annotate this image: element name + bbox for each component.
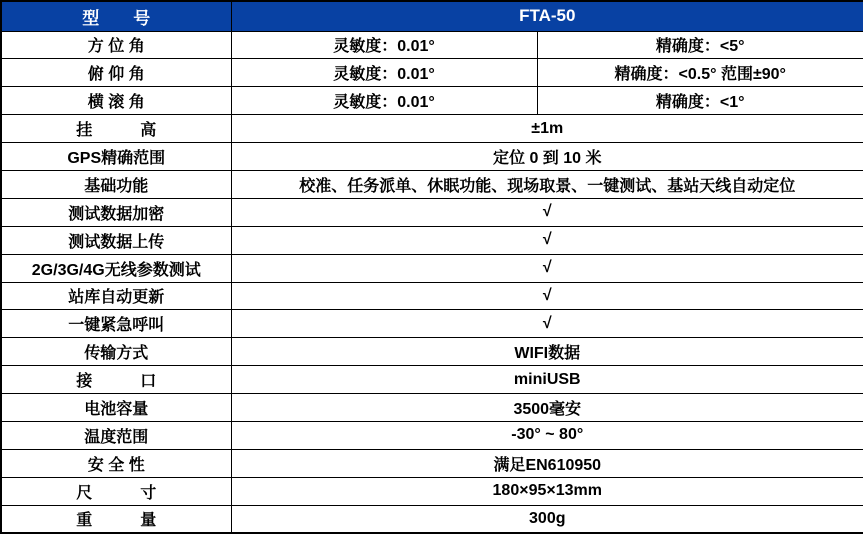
row-label: 站库自动更新 bbox=[1, 282, 231, 310]
row-value: 校准、任务派单、休眠功能、现场取景、一键测试、基站天线自动定位 bbox=[231, 170, 863, 198]
row-value: 3500毫安 bbox=[231, 394, 863, 422]
check-mark: √ bbox=[231, 254, 863, 282]
row-value: miniUSB bbox=[231, 366, 863, 394]
row-label: 测试数据上传 bbox=[1, 226, 231, 254]
row-label: 接 口 bbox=[1, 366, 231, 394]
table-row-interface bbox=[1, 366, 863, 394]
row-label: GPS精确范围 bbox=[1, 143, 231, 171]
row-label: 安 全 性 bbox=[1, 449, 231, 477]
row-accuracy: 精确度：<5° bbox=[537, 31, 863, 59]
table-row-weight bbox=[1, 505, 863, 533]
table-row-wireless-param-test bbox=[1, 254, 863, 282]
row-accuracy: 精确度：<0.5° 范围±90° bbox=[537, 59, 863, 87]
row-label: 2G/3G/4G无线参数测试 bbox=[1, 254, 231, 282]
row-label: 传输方式 bbox=[1, 338, 231, 366]
table-row-basic-functions bbox=[1, 170, 863, 198]
row-label: 一键紧急呼叫 bbox=[1, 310, 231, 338]
row-value: 满足EN610950 bbox=[231, 449, 863, 477]
row-value: WIFI数据 bbox=[231, 338, 863, 366]
table-row-transmission bbox=[1, 338, 863, 366]
row-label: 温度范围 bbox=[1, 421, 231, 449]
check-mark: √ bbox=[231, 226, 863, 254]
row-accuracy: 精确度：<1° bbox=[537, 87, 863, 115]
model-header-label: 型 号 bbox=[1, 1, 231, 31]
table-row-gps-range bbox=[1, 143, 863, 171]
row-label: 横 滚 角 bbox=[1, 87, 231, 115]
table-row-station-db-update bbox=[1, 282, 863, 310]
table-row-temperature bbox=[1, 421, 863, 449]
row-label: 尺 寸 bbox=[1, 477, 231, 505]
row-label: 方 位 角 bbox=[1, 31, 231, 59]
table-row-mount-height bbox=[1, 115, 863, 143]
row-value: -30° ~ 80° bbox=[231, 421, 863, 449]
row-sensitivity: 灵敏度：0.01° bbox=[231, 31, 537, 59]
table-row-data-upload bbox=[1, 226, 863, 254]
row-label: 基础功能 bbox=[1, 170, 231, 198]
check-mark: √ bbox=[231, 310, 863, 338]
row-value: 定位 0 到 10 米 bbox=[231, 143, 863, 171]
row-label: 重 量 bbox=[1, 505, 231, 533]
table-row-pitch bbox=[1, 59, 863, 87]
table-row-azimuth bbox=[1, 31, 863, 59]
table-header-row bbox=[1, 1, 863, 31]
row-value: 180×95×13mm bbox=[231, 477, 863, 505]
check-mark: √ bbox=[231, 198, 863, 226]
table-row-dimensions bbox=[1, 477, 863, 505]
row-sensitivity: 灵敏度：0.01° bbox=[231, 87, 537, 115]
table-row-roll bbox=[1, 87, 863, 115]
table-row-data-encryption bbox=[1, 198, 863, 226]
row-sensitivity: 灵敏度：0.01° bbox=[231, 59, 537, 87]
table-row-battery bbox=[1, 394, 863, 422]
check-mark: √ bbox=[231, 282, 863, 310]
table-row-emergency-call bbox=[1, 310, 863, 338]
row-label: 俯 仰 角 bbox=[1, 59, 231, 87]
table-row-safety bbox=[1, 449, 863, 477]
row-value: 300g bbox=[231, 505, 863, 533]
row-value: ±1m bbox=[231, 115, 863, 143]
row-label: 测试数据加密 bbox=[1, 198, 231, 226]
model-header-value: FTA-50 bbox=[231, 1, 863, 31]
row-label: 电池容量 bbox=[1, 394, 231, 422]
row-label: 挂 高 bbox=[1, 115, 231, 143]
